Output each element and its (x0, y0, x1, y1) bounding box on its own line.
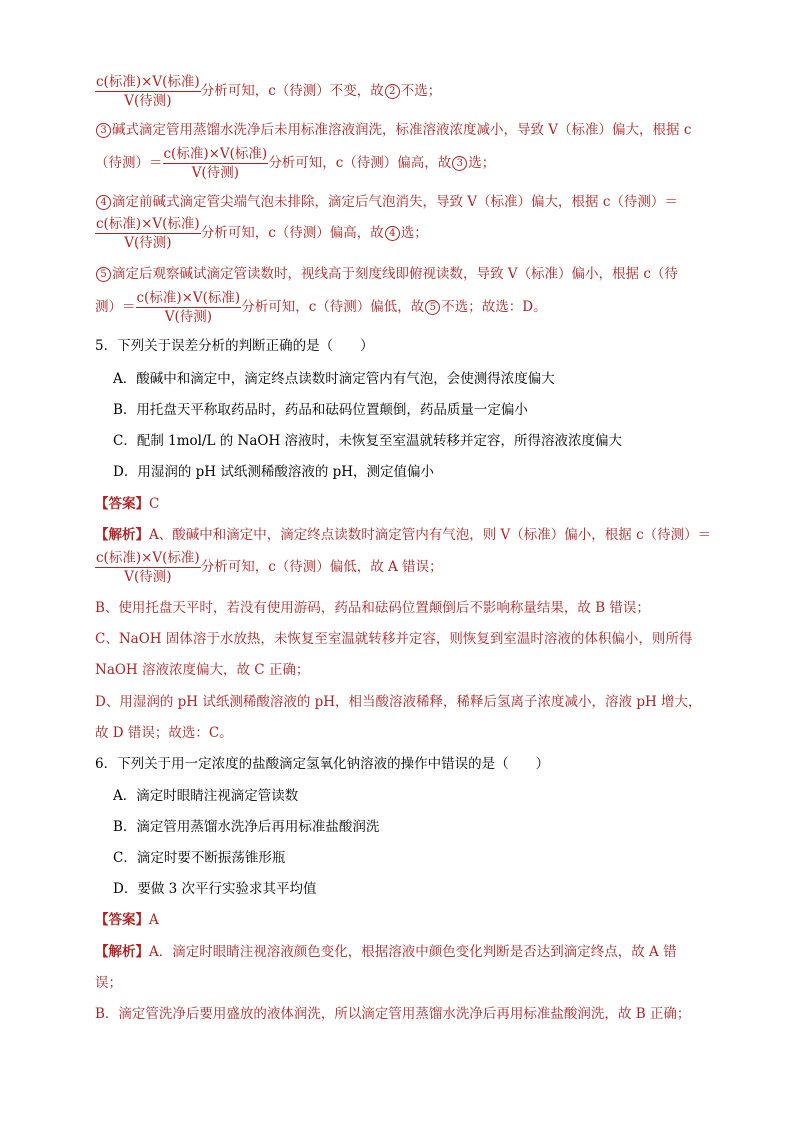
circled-number: 2 (385, 84, 400, 99)
question-5-analysis-c2: NaOH 溶液浓度偏大，故 C 正确； (95, 662, 310, 678)
formula-fraction: $\frac{\text{c(标准)×V(标准)}}{\text{V(待测)}}$ (96, 550, 200, 585)
question-5-analysis-c1: C、NaOH 固体溶于水放热，未恢复至室温就转移并定容，则恢复到室温时溶液的体积偏小，则所得 (95, 631, 693, 647)
question-6-analysis-b: B．滴定管洗净后要用盛放的液体润洗，所以滴定管用蒸馏水洗净后再用标准盐酸润洗，故 B 正确； (95, 1006, 691, 1022)
analysis-line-5: 5 滴定后观察碱试滴定管读数时，视线高于刻度线即俯视读数，导致 V（标准）偏小，根据 c（待 (95, 264, 678, 284)
question-5-option-d: D．用湿润的 pH 试纸测稀酸溶液的 pH，测定值偏小 (113, 464, 435, 480)
question-5-analysis: 【解析】A、酸碱中和滴定中，滴定终点读数时滴定管内有气泡，则 V（标准）偏小，根据 c（待测）＝ (95, 527, 712, 543)
circled-number: 5 (425, 300, 440, 315)
question-5-option-b: B．用托盘天平称取药品时，药品和砝码位置颠倒，药品质量一定偏小 (113, 402, 528, 418)
circled-number: 3 (96, 123, 111, 138)
formula-fraction: $\frac{\text{c(标准)×V(标准)}}{\text{V(待测)}}$ (96, 74, 200, 109)
question-6-option-d: D．要做 3 次平行实验求其平均值 (113, 881, 317, 897)
question-6-option-c: C．滴定时要不断振荡锥形瓶 (113, 850, 286, 866)
analysis-line-5b: 测）＝ $\frac{\text{c(标准)×V(标准)}}{\text{V(待测)}}$ 分析可知，c（待测）偏低，故 5 不选；故选：D。 (95, 290, 547, 325)
question-5-stem: 5．下列关于误差分析的判断正确的是（ ） (95, 338, 374, 354)
question-5-option-c: C．配制 1mol/L 的 NaOH 溶液时，未恢复至室温就转移并定容，所得溶液浓度偏大 (113, 433, 623, 449)
formula-fraction: $\frac{\text{c(标准)×V(标准)}}{\text{V(待测)}}$ (96, 216, 200, 251)
circled-number: 3 (452, 156, 467, 171)
analysis-line-4: 4 滴定前碱式滴定管尖端气泡未排除，滴定后气泡消失，导致 V（标准）偏大，根据 c（待测）＝ (95, 192, 678, 212)
question-6-answer: 【答案】A (95, 912, 159, 928)
question-6-analysis: 【解析】A．滴定时眼睛注视溶液颜色变化，根据溶液中颜色变化判断是否达到滴定终点，故 A 错 (95, 944, 677, 960)
circled-number: 4 (385, 226, 400, 241)
question-5-analysis-d2: 故 D 错误；故选：C。 (95, 725, 233, 741)
question-5-answer: 【答案】C (95, 496, 160, 512)
formula-fraction: $\frac{\text{c(标准)×V(标准)}}{\text{V(待测)}}$ (136, 290, 241, 325)
analysis-line-3: 3 碱式滴定管用蒸馏水洗净后未用标准溶液润洗，标准溶液浓度减小，导致 V（标准）偏大，根据 c (95, 120, 691, 140)
analysis-line-4b: $\frac{\text{c(标准)×V(标准)}}{\text{V(待测)}}$ 分析可知，c（待测）偏高，故 4 选； (96, 216, 428, 251)
analysis-line-3b: （待测）＝ $\frac{\text{c(标准)×V(标准)}}{\text{V(待测)}}$ 分析可知，c（待测）偏高，故 3 选； (95, 146, 496, 181)
circled-number: 5 (96, 267, 111, 282)
question-6-stem: 6．下列关于用一定浓度的盐酸滴定氢氧化钠溶液的操作中错误的是（ ） (95, 756, 550, 772)
circled-number: 4 (96, 195, 111, 210)
question-5-option-a: A．酸碱中和滴定中，滴定终点读数时滴定管内有气泡，会使测得浓度偏大 (113, 371, 555, 387)
formula-fraction: $\frac{\text{c(标准)×V(标准)}}{\text{V(待测)}}$ (163, 146, 268, 181)
analysis-line-2: $\frac{\text{c(标准)×V(标准)}}{\text{V(待测)}}$ 分析可知，c（待测）不变，故 2 不选； (96, 74, 442, 109)
question-5-analysis-a: $\frac{\text{c(标准)×V(标准)}}{\text{V(待测)}}$ 分析可知，c（待测）偏低，故 A 错误； (96, 550, 443, 585)
question-6-analysis-a2: 误； (95, 975, 122, 991)
question-5-analysis-d1: D、用湿润的 pH 试纸测稀酸溶液的 pH，相当酸溶液稀释，稀释后氢离子浓度减小，溶液 pH 增大， (95, 694, 702, 710)
question-6-option-a: A．滴定时眼睛注视滴定管读数 (113, 788, 299, 804)
question-5-analysis-b: B、使用托盘天平时，若没有使用游码，药品和砝码位置颠倒后不影响称量结果，故 B 错误； (95, 600, 650, 616)
question-6-option-b: B．滴定管用蒸馏水洗净后再用标准盐酸润洗 (113, 819, 380, 835)
